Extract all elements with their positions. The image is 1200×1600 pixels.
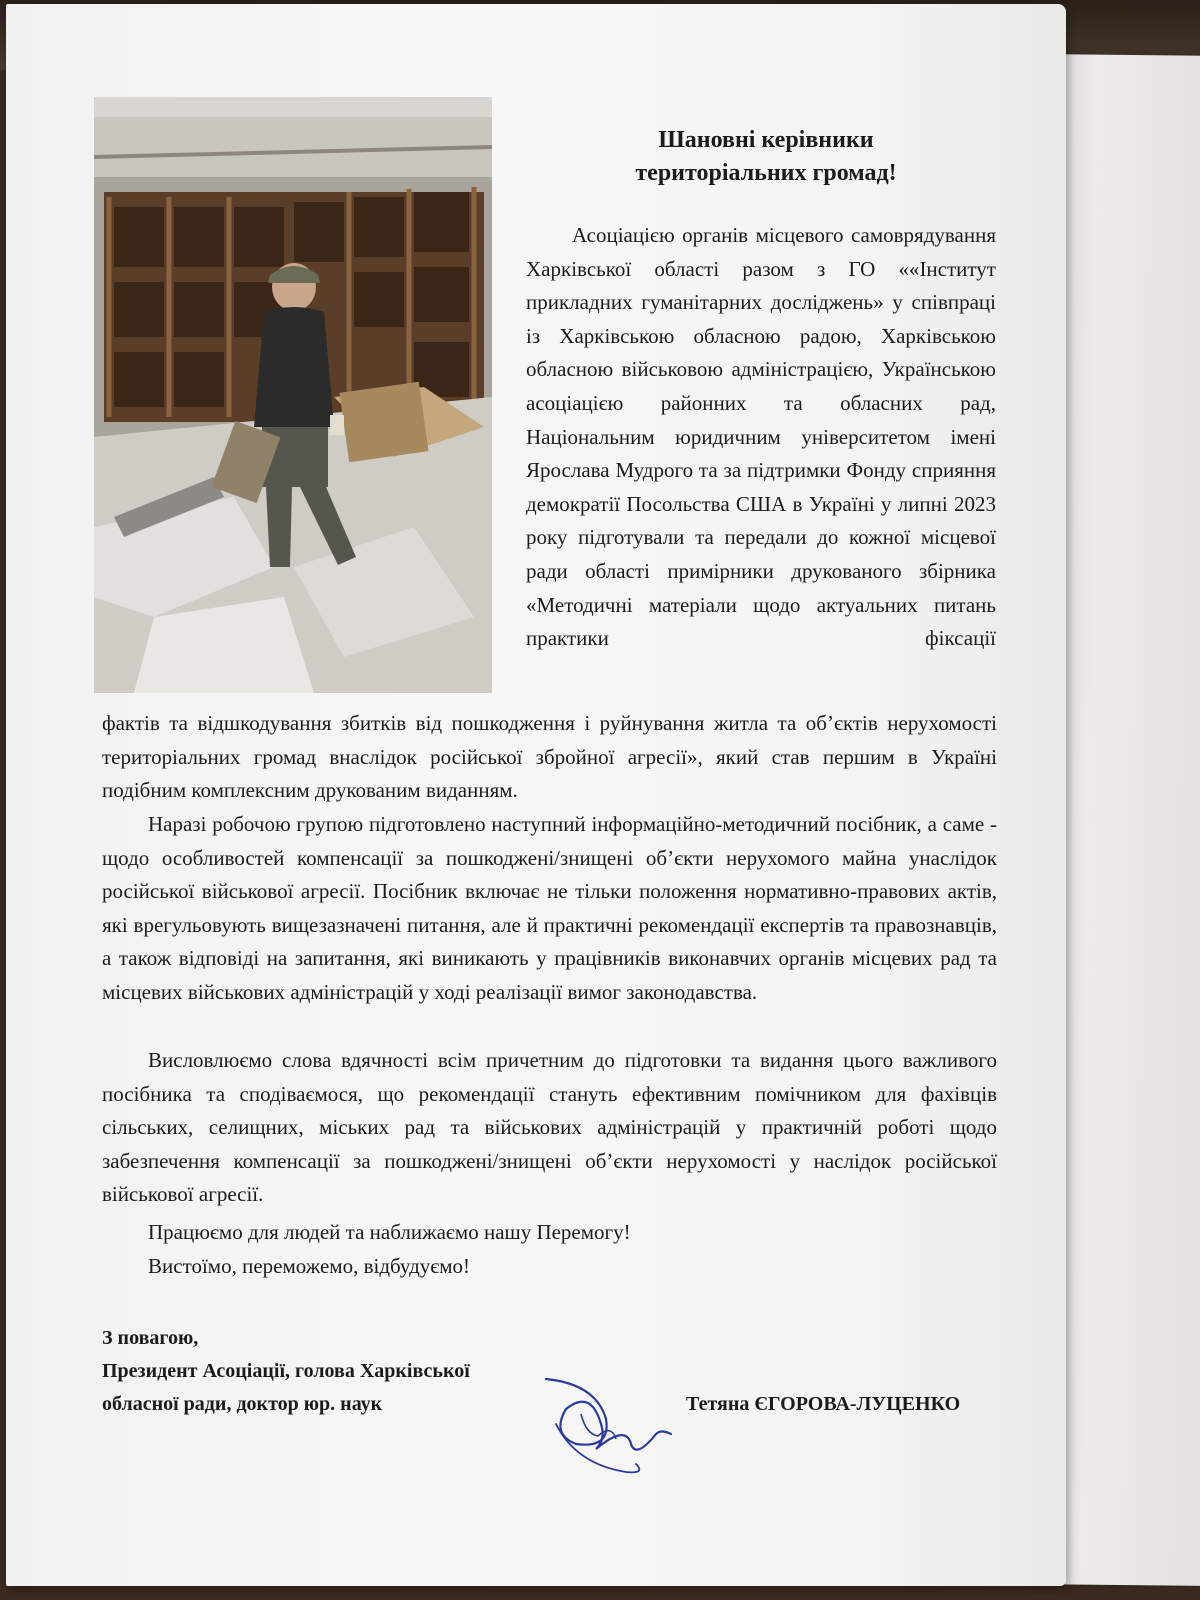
signer-position-line-2: обласної ради, доктор юр. наук <box>102 1393 383 1415</box>
heading-line-1: Шановні керівники <box>658 127 874 153</box>
closing-regards: З повагою, <box>102 1327 199 1349</box>
paragraph-1-column: Асоціацією органів місцевого самоврядування Харківської області разом з ГО ««Інститут прикладних гуманітарних досліджень» у співпраці із Харківською обласною радою, Харківською обласною військовою адміністрацією, Українською асоціацією районних та обласних рад, Національним юридичним університетом імені Ярослава Мудрого та за підтримки Фонду сприяння демократії Посольства США в Україні у липні 2023 року підготували та передали до кожної місцевої ради області примірники друкованого збірника «Методичні матеріали щодо актуальних питань практики фіксації <box>526 223 996 651</box>
signer-position-line-1: Президент Асоціації, голова Харківської <box>102 1360 470 1382</box>
paragraph-4: Працюємо для людей та наближаємо нашу Перемогу! <box>148 1220 631 1244</box>
paragraph-3: Висловлюємо слова вдячності всім причетним до підготовки та видання цього важливого посібника та сподіваємося, що рекомендації стануть ефективним помічником для фахівців сільських, селищних, міських рад та військових адміністрацій у практичній роботі щодо забезпечення компенсації за пошкоджені/знищені об’єкти нерухомості у наслідок російської військової агресії. <box>102 1048 997 1207</box>
handwritten-signature <box>536 1364 676 1484</box>
letter-page <box>6 4 1066 1586</box>
letter-heading <box>566 124 966 190</box>
signer-name: Тетяна ЄГОРОВА-ЛУЦЕНКО <box>686 1393 961 1415</box>
photo-destroyed-library <box>94 97 492 693</box>
paragraph-2: Наразі робочою групою підготовлено наступний інформаційно-методичний посібник, а саме - щодо особливостей компенсації за пошкоджені/знищені об’єкти нерухомого майна унаслідок російської військової агресії. Посібник включає не тільки положення нормативно-правових актів, які врегульовують вищезазначені питання, але й практичні рекомендації експертів та правознавців, а також відповіді на запитання, які виникають у працівників виконавчих органів місцевих рад та місцевих військових адміністрацій у ході реалізації вимог законодавства. <box>102 812 997 1004</box>
heading-line-2: територіальних громад! <box>635 160 897 186</box>
paragraph-1-continued: фактів та відшкодування збитків від пошкодження і руйнування житла та об’єктів нерухомості територіальних громад внаслідок російської збройної агресії», який став першим в Україні подібним комплексним друкованим виданням. <box>102 711 997 803</box>
paragraph-5: Вистоїмо, переможемо, відбудуємо! <box>148 1254 471 1278</box>
